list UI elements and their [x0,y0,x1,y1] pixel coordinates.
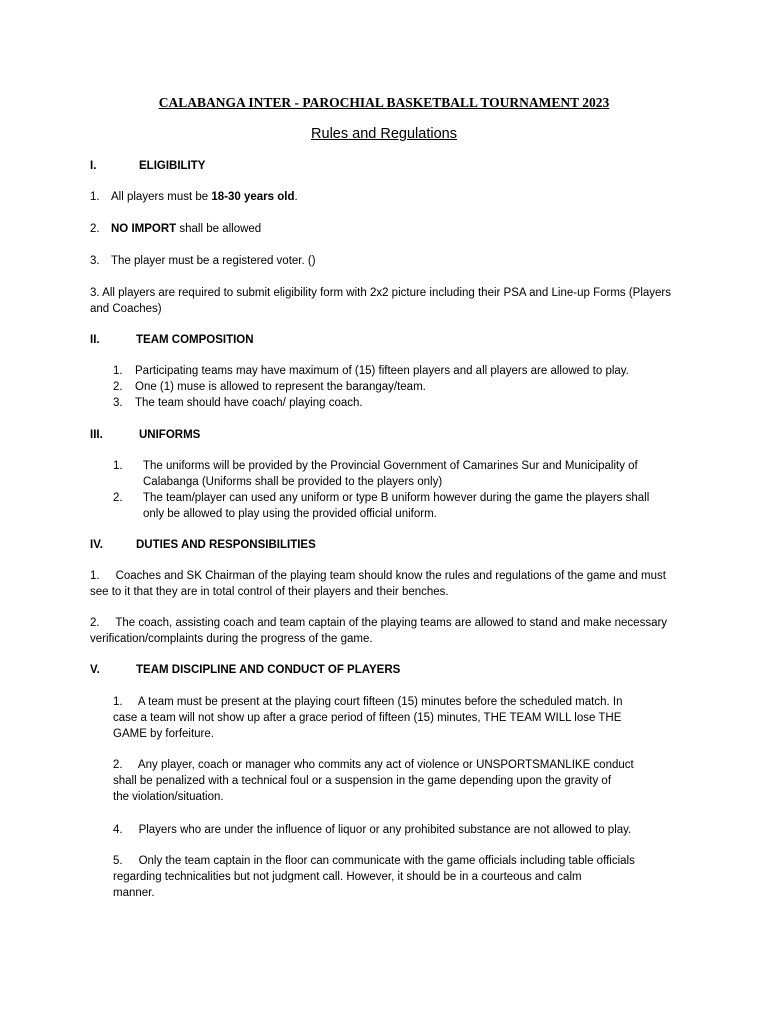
paragraph-line: GAME by forfeiture. [113,728,214,740]
text: . [294,191,298,203]
paragraph-line: 5. Only the team captain in the floor can communicate with the game officials including table officials [113,855,635,867]
list-item: Participating teams may have maximum of (15) fifteen players and all players are allowed to play. [135,365,629,377]
emphasis: NO IMPORT [111,223,177,235]
paragraph-line: shall be penalized with a technical foul or a suspension in the game depending upon the gravity of [113,775,612,787]
paragraph-line: and Coaches) [90,303,162,315]
list-item-line: only be allowed to play using the provided official uniform. [143,508,437,520]
paragraph-line: manner. [113,887,155,899]
paragraph-line: 1. Coaches and SK Chairman of the playing team should know the rules and regulations of the game and must [90,570,666,582]
paragraph-line: the violation/situation. [113,791,224,803]
text: All players must be [111,191,212,203]
paragraph-line: case a team will not show up after a grace period of fifteen (15) minutes, THE TEAM WILL lose THE [113,712,622,724]
section-heading-team-composition: TEAM COMPOSITION [136,334,254,346]
list-item-line: Calabanga (Uniforms shall be provided to the players only) [143,476,443,488]
list-number: 3. [113,397,123,409]
section-number: V. [90,664,100,676]
section-number: I. [90,160,97,172]
list-number: 1. [90,191,100,203]
text: shall be allowed [176,223,262,235]
paragraph-line: 2. Any player, coach or manager who commits any act of violence or UNSPORTSMANLIKE conduct [113,759,634,771]
list-number: 2. [113,492,123,504]
section-heading-eligibility: ELIGIBILITY [139,160,206,172]
list-item-line: The team/player can used any uniform or type B uniform however during the game the players shall [143,492,650,504]
list-number: 3. [90,255,100,267]
emphasis: 18-30 years old [211,191,295,203]
paragraph-line: verification/complaints during the progress of the game. [90,633,373,645]
section-heading-uniforms: UNIFORMS [139,429,201,441]
paragraph-line: see to it that they are in total control of their players and their benches. [90,586,449,598]
section-number: II. [90,334,100,346]
list-item: The team should have coach/ playing coach. [135,397,363,409]
list-item: One (1) muse is allowed to represent the barangay/team. [135,381,426,393]
list-number: 1. [113,365,123,377]
paragraph-line: 1. A team must be present at the playing court fifteen (15) minutes before the scheduled match. In [113,696,623,708]
section-number: III. [90,429,103,441]
document-title: CALABANGA INTER - PAROCHIAL BASKETBALL TOURNAMENT 2023 [158,95,610,110]
list-number: 2. [113,381,123,393]
paragraph-line: 4. Players who are under the influence of liquor or any prohibited substance are not allowed to play. [113,824,632,836]
list-number: 1. [113,460,123,472]
list-item [111,189,298,205]
section-number: IV. [90,539,104,551]
paragraph-line: 3. All players are required to submit eligibility form with 2x2 picture including their PSA and Line-up Forms (Players [90,287,672,299]
paragraph-line: regarding technicalities but not judgment call. However, it should be in a courteous and calm [113,871,582,883]
list-number: 2. [90,223,100,235]
list-item-line: The uniforms will be provided by the Provincial Government of Camarines Sur and Municipality of [143,460,638,472]
section-heading-discipline: TEAM DISCIPLINE AND CONDUCT OF PLAYERS [136,664,401,676]
document-subtitle: Rules and Regulations [311,126,457,142]
list-item [111,221,261,237]
paragraph-line: 2. The coach, assisting coach and team captain of the playing teams are allowed to stand and make necessary [90,617,668,629]
list-item: The player must be a registered voter. () [111,255,316,267]
section-heading-duties: DUTIES AND RESPONSIBILITIES [136,539,316,551]
